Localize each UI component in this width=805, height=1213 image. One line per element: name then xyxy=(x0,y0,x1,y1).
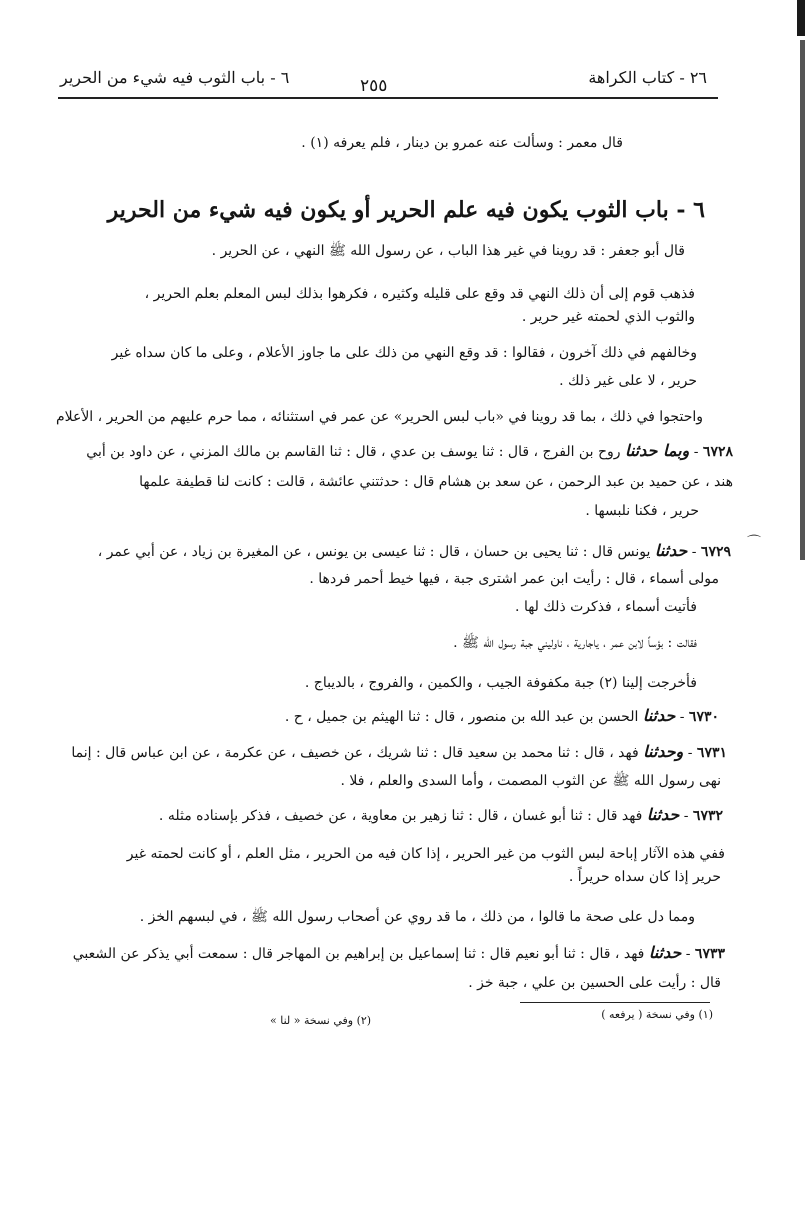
discussion-line-3: ومما دل على صحة ما قالوا ، من ذلك ، ما قد روي عن أصحاب رسول الله ﷺ ، في لبسهم الخز . xyxy=(139,909,695,925)
discussion-line-2: حرير إذا كان سداه حريراً . xyxy=(568,869,721,885)
hadith-6732-number: ٦٧٣٢ xyxy=(692,808,723,824)
page-number: ٢٥٥ xyxy=(360,76,388,96)
hadith-6728-line-2: هند ، عن حميد بن عبد الرحمن ، عن سعد بن هشام قال : حدثتني عائشة ، قالت : كانت لنا قطيفة علمها xyxy=(139,474,733,490)
hadith-6730-keyword: حدثنا xyxy=(642,706,676,725)
scan-edge-mid xyxy=(800,40,805,560)
hadith-6728-keyword: وبما حدثنا xyxy=(624,441,690,460)
hadith-6733-keyword: حدثنا xyxy=(648,943,682,962)
hadith-6730-number: ٦٧٣٠ xyxy=(688,709,719,725)
body-line-2: فذهب قوم إلى أن ذلك النهي قد وقع على قليله وكثيره ، فكرهوا بذلك لبس المعلم بعلم الحرير ، xyxy=(144,286,695,302)
hadith-6732-text: فهد قال : ثنا أبو غسان ، قال : ثنا زهير بن معاوية ، عن خصيف ، فذكر بإسناده مثله . xyxy=(158,808,643,824)
running-header-chapter: ٦ - باب الثوب فيه شيء من الحرير xyxy=(60,68,290,87)
body-line-1: قال أبو جعفر : قد روينا في غير هذا الباب ، عن رسول الله ﷺ النهي ، عن الحرير . xyxy=(211,243,685,259)
footnote-rule xyxy=(520,1002,710,1003)
hadith-6729-line-1: ٦٧٢٩ - حدثنا يونس قال : ثنا يحيى بن حسان ، قال : ثنا عيسى بن يونس ، عن المغيرة بن زياد ، عن أبي عمر ، xyxy=(97,541,731,560)
hadith-6729-line-4: فقالت : بؤساً لابن عمر ، ياجارية ، ناوليني جبة رسول الله ﷺ . xyxy=(453,635,697,651)
discussion-line-1: ففي هذه الآثار إباحة لبس الثوب من غير الحرير ، إذا كان فيه من الحرير ، مثل العلم ، أو كانت لحمته غير xyxy=(126,846,725,862)
body-line-5: حرير ، لا على غير ذلك . xyxy=(559,373,697,389)
body-line-6: واحتجوا في ذلك ، بما قد روينا في «باب لبس الحرير» عن عمر في استثنائه ، مما حرم عليهم من الحرير ، الأعلام xyxy=(55,409,703,425)
hadith-6733-number: ٦٧٣٣ xyxy=(694,946,725,962)
running-header-book: ٢٦ - كتاب الكراهة xyxy=(588,68,707,87)
footnote-1: (١) وفي نسخة ( يرفعه ) xyxy=(601,1008,713,1021)
hadith-6731-text: فهد ، قال : ثنا محمد بن سعيد قال : ثنا شريك ، عن خصيف ، عن عكرمة ، عن ابن عباس قال : إنما xyxy=(71,745,639,761)
hadith-6731-keyword: وحدثنا xyxy=(643,742,684,761)
header-rule xyxy=(58,97,718,99)
hadith-6729-line-3: فأتيت أسماء ، فذكرت ذلك لها . xyxy=(515,599,697,615)
hadith-6729-text: يونس قال : ثنا يحيى بن حسان ، قال : ثنا عيسى بن يونس ، عن المغيرة بن زياد ، عن أبي عمر ، xyxy=(97,544,651,560)
body-line-4: وخالفهم في ذلك آخرون ، فقالوا : قد وقع النهي من ذلك على ما جاوز الأعلام ، وعلى ما كان سداه غير xyxy=(111,345,697,361)
hadith-6730-line-1: ٦٧٣٠ - حدثنا الحسن بن عبد الله بن منصور ، قال : ثنا الهيثم بن جميل ، ح . xyxy=(284,706,719,725)
hadith-6731-number: ٦٧٣١ xyxy=(696,745,727,761)
hadith-6732-keyword: حدثنا xyxy=(646,805,680,824)
hadith-6729-keyword: حدثنا xyxy=(654,541,688,560)
intro-line: قال معمر : وسألت عنه عمرو بن دينار ، فلم يعرفه (١) . xyxy=(301,135,623,151)
hadith-6731-line-2: نهى رسول الله ﷺ عن الثوب المصمت ، وأما السدى والعلم ، فلا . xyxy=(340,773,721,789)
hadith-6731-line-1: ٦٧٣١ - وحدثنا فهد ، قال : ثنا محمد بن سعيد قال : ثنا شريك ، عن خصيف ، عن عكرمة ، عن ابن عباس قال : إنما xyxy=(71,742,727,761)
hadith-6728-number: ٦٧٢٨ xyxy=(702,444,733,460)
hadith-6733-text: فهد ، قال : ثنا أبو نعيم قال : ثنا إسماعيل بن إبراهيم بن المهاجر قال : سمعت أبي يذكر عن الشعبي xyxy=(72,946,645,962)
hadith-6733-line-2: قال : رأيت على الحسين بن علي ، جبة خز . xyxy=(468,975,721,991)
margin-mark: ⌒ xyxy=(747,535,761,551)
hadith-6729-number: ٦٧٢٩ xyxy=(700,544,731,560)
hadith-6728-text: روح بن الفرج ، قال : ثنا يوسف بن عدي ، قال : ثنا القاسم بن مالك المزني ، عن داود بن أبي xyxy=(86,444,621,460)
hadith-6729-line-5: فأخرجت إلينا (٢) جبة مكفوفة الجيب ، والكمين ، والفروج ، بالديباج . xyxy=(304,675,697,691)
body-line-3: والثوب الذي لحمته غير حرير . xyxy=(521,309,695,325)
hadith-6730-text: الحسن بن عبد الله بن منصور ، قال : ثنا الهيثم بن جميل ، ح . xyxy=(284,709,639,725)
scan-edge-top xyxy=(797,0,805,36)
chapter-title: ٦ - باب الثوب يكون فيه علم الحرير أو يكون فيه شيء من الحرير xyxy=(107,197,705,223)
hadith-6733-line-1: ٦٧٣٣ - حدثنا فهد ، قال : ثنا أبو نعيم قال : ثنا إسماعيل بن إبراهيم بن المهاجر قال : سمعت أبي يذكر عن الشعبي xyxy=(72,943,725,962)
hadith-6728-line-3: حرير ، فكنا نلبسها . xyxy=(585,503,699,519)
hadith-6728-line-1: ٦٧٢٨ - وبما حدثنا روح بن الفرج ، قال : ثنا يوسف بن عدي ، قال : ثنا القاسم بن مالك المزني ، عن داود بن أبي xyxy=(86,441,733,460)
footnote-2: (٢) وفي نسخة « لنا » xyxy=(270,1014,372,1027)
hadith-6729-line-2: مولى أسماء ، قال : رأيت ابن عمر اشترى جبة ، فيها خيط أحمر فردها . xyxy=(309,571,719,587)
hadith-6732-line-1: ٦٧٣٢ - حدثنا فهد قال : ثنا أبو غسان ، قال : ثنا زهير بن معاوية ، عن خصيف ، فذكر بإسناده مثله . xyxy=(158,805,723,824)
